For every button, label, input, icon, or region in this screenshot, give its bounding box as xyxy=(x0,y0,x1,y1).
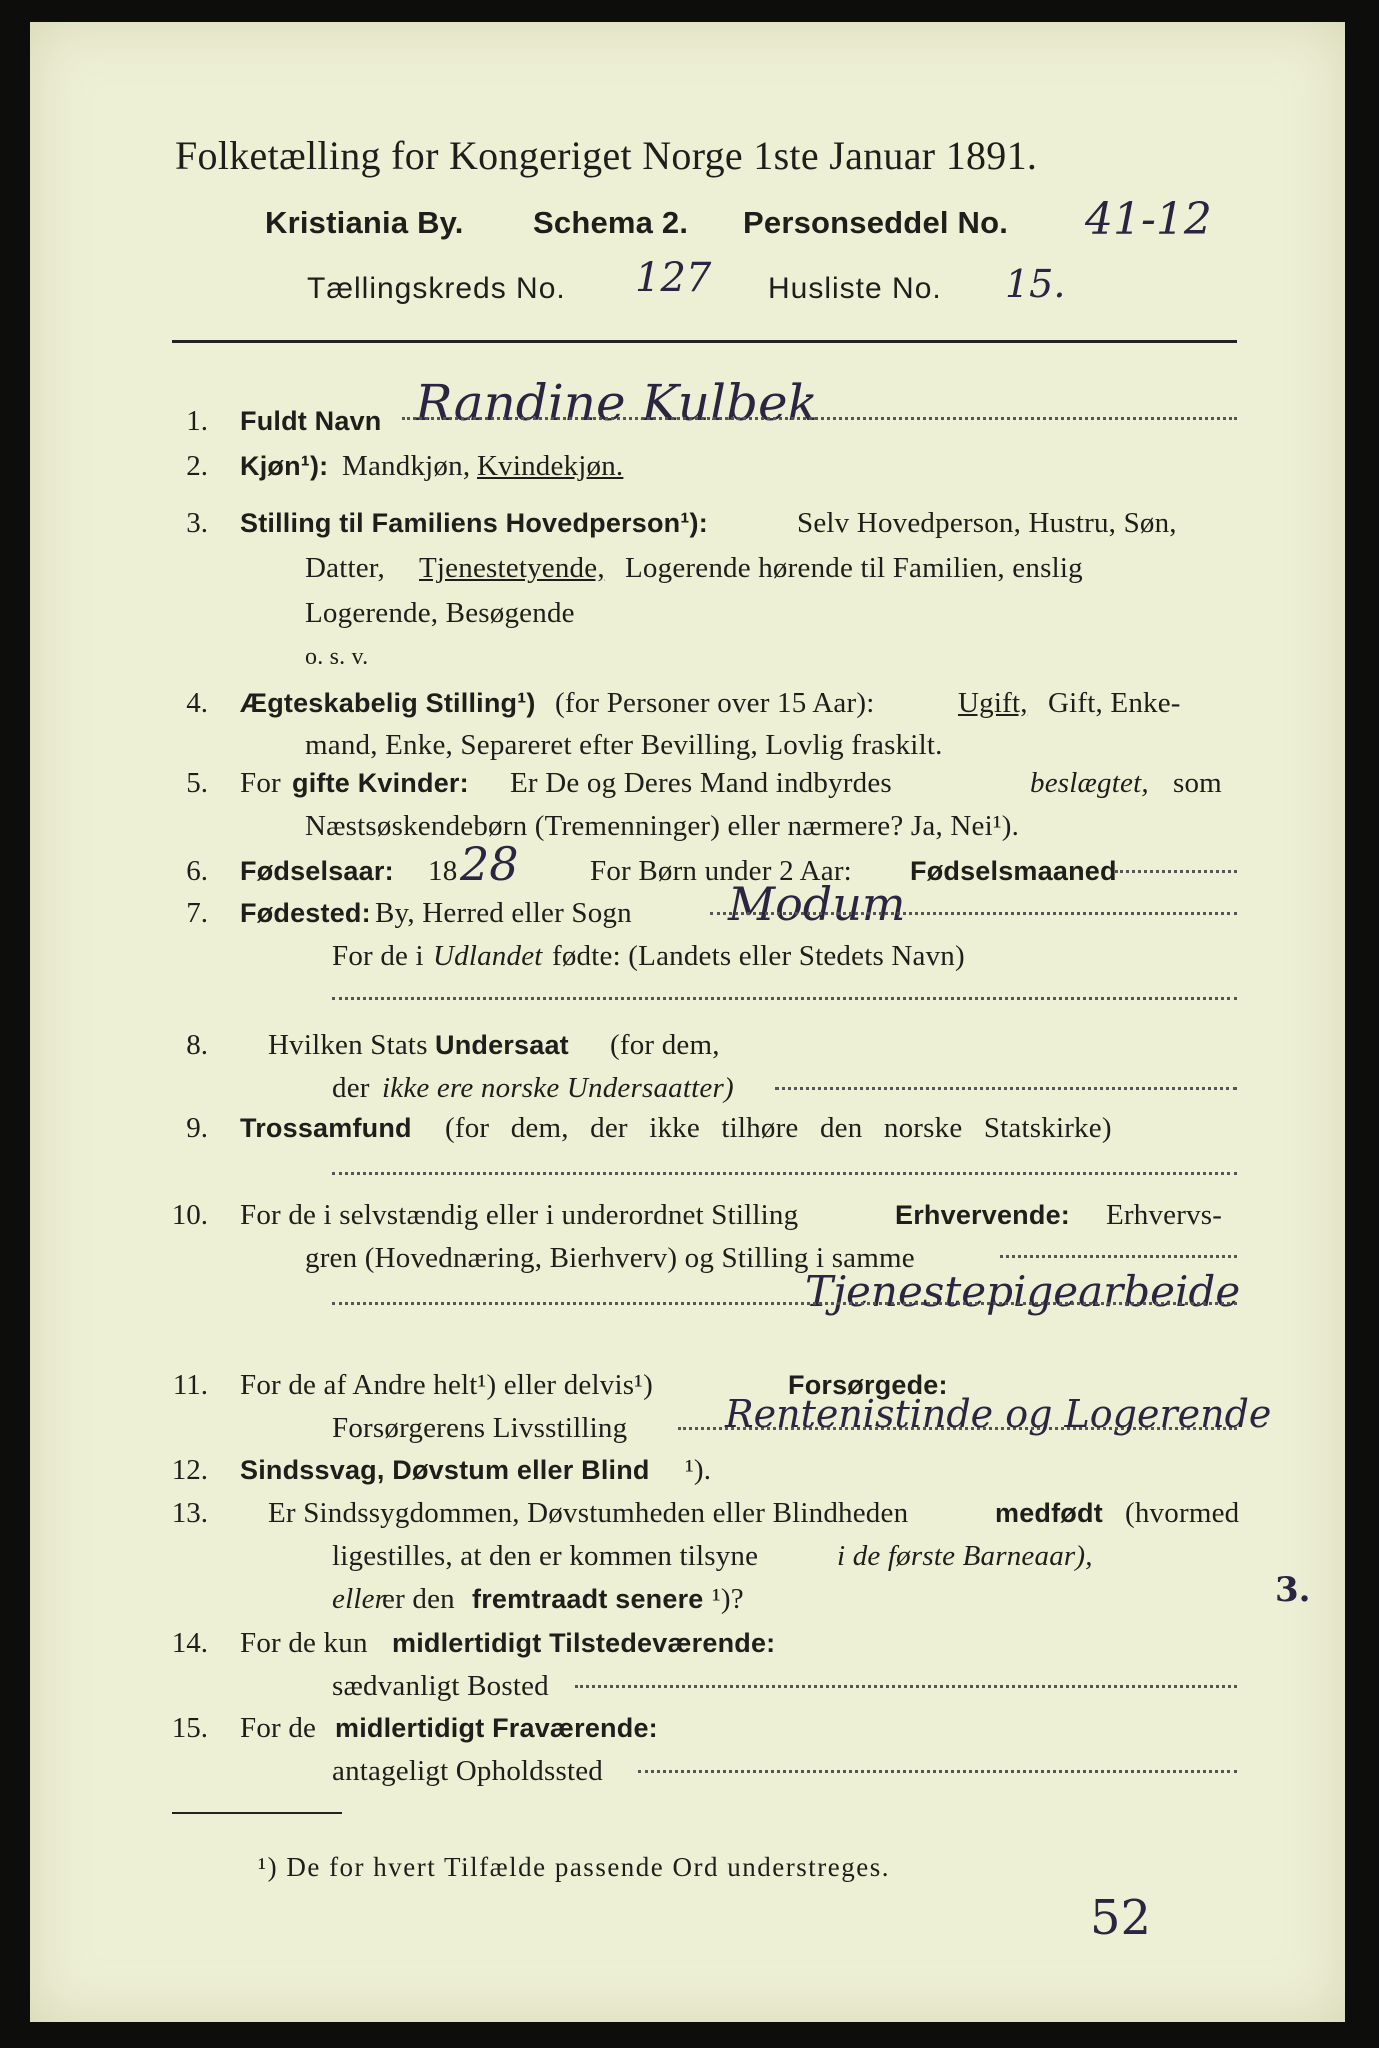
item-text: For de i xyxy=(332,940,424,972)
item-number: 6. xyxy=(186,855,208,887)
item-text: gren (Hovednæring, Bierhverv) og Stilling i samme xyxy=(305,1242,915,1274)
option-text: Datter, xyxy=(305,552,385,584)
item-number: 7. xyxy=(186,897,208,929)
item-text: ¹)? xyxy=(712,1583,744,1615)
item-label: medfødt xyxy=(995,1498,1103,1528)
item-text: (for dem, der ikke tilhøre den norske Statskirke) xyxy=(445,1112,1112,1144)
item-label: fremtraadt senere xyxy=(472,1584,704,1614)
footnote: ¹) De for hvert Tilfælde passende Ord understreges. xyxy=(258,1852,890,1882)
item-number: 2. xyxy=(186,450,208,482)
footnote-rule xyxy=(172,1812,342,1814)
item-number: 3. xyxy=(186,507,208,539)
item-text-italic: Udlandet xyxy=(433,940,543,972)
item-number: 10. xyxy=(171,1199,208,1231)
item-number: 9. xyxy=(186,1112,208,1144)
option-text: Mandkjøn, xyxy=(342,450,471,482)
year-prefix: 18 xyxy=(428,855,458,887)
answer-line xyxy=(332,997,1237,1000)
option-text: Selv Hovedperson, Hustru, Søn, xyxy=(797,507,1177,539)
item-text: For Børn under 2 Aar: xyxy=(590,855,852,887)
item-number: 5. xyxy=(186,767,208,799)
item-text: Er De og Deres Mand indbyrdes xyxy=(510,767,892,799)
item-label: Undersaat xyxy=(435,1030,569,1060)
item-text: For de xyxy=(240,1712,317,1744)
occupation-answer: Tjenestepigearbeide xyxy=(805,1267,1241,1316)
census-form-page xyxy=(30,22,1345,2022)
item-number: 13. xyxy=(171,1497,208,1529)
kreds-label: Tællingskreds No. xyxy=(307,272,566,305)
supporter-answer: Rentenistinde og Logerende xyxy=(725,1392,1272,1436)
item-text: antageligt Opholdssted xyxy=(332,1755,603,1787)
answer-line xyxy=(638,1770,1237,1773)
answer-line xyxy=(1115,870,1237,873)
personseddel-label: Personseddel No. xyxy=(743,205,1009,240)
option-text: Logerende, Besøgende xyxy=(305,597,575,629)
item-number: 14. xyxy=(171,1627,208,1659)
item-text: For de kun xyxy=(240,1627,368,1659)
item-label: Fødselsaar: xyxy=(240,856,394,886)
item-text: Forsørgerens Livsstilling xyxy=(332,1412,628,1444)
option-text: mand, Enke, Separeret efter Bevilling, Lovlig fraskilt. xyxy=(305,729,943,761)
option-text: (for Personer over 15 Aar): xyxy=(555,687,875,719)
item-text: der xyxy=(332,1072,370,1104)
birth-year-answer: 28 xyxy=(460,837,519,891)
item-text-italic: beslægtet, xyxy=(1030,767,1149,799)
item-number: 15. xyxy=(171,1712,208,1744)
item-text: For de i selvstændig eller i underordnet Stilling xyxy=(240,1199,799,1231)
item-number: 1. xyxy=(186,405,208,437)
answer-line xyxy=(710,912,1237,915)
answer-line xyxy=(775,1087,1237,1090)
form-title: Folketælling for Kongeriget Norge 1ste Januar 1891. xyxy=(175,133,1038,178)
item-text-italic: eller xyxy=(332,1583,387,1615)
item-text: Hvilken Stats xyxy=(268,1029,428,1061)
birthplace-answer: Modum xyxy=(728,877,906,931)
option-text: Gift, Enke- xyxy=(1048,687,1181,719)
kreds-number: 127 xyxy=(635,255,712,301)
item-text: sædvanligt Bosted xyxy=(332,1670,549,1702)
item-label: Ægteskabelig Stilling¹) xyxy=(240,688,536,718)
item-number: 12. xyxy=(171,1454,208,1486)
option-text-selected: Ugift, xyxy=(958,687,1028,719)
item-label: gifte Kvinder: xyxy=(292,768,469,798)
margin-mark: 3. xyxy=(1275,1570,1311,1610)
personseddel-number: 41-12 xyxy=(1085,194,1212,245)
item-label: Trossamfund xyxy=(240,1113,412,1143)
husliste-label: Husliste No. xyxy=(768,272,942,305)
item-label: midlertidigt Fraværende: xyxy=(335,1713,658,1743)
husliste-number: 15. xyxy=(1005,262,1066,306)
item-text: fødte: (Landets eller Stedets Navn) xyxy=(552,940,965,972)
item-number: 8. xyxy=(186,1029,208,1061)
header-rule xyxy=(172,340,1237,343)
item-text: Er Sindssygdommen, Døvstumheden eller Blindheden xyxy=(268,1497,909,1529)
answer-line xyxy=(402,417,1237,420)
item-text: Næstsøskendebørn (Tremenninger) eller nærmere? Ja, Nei¹). xyxy=(305,810,1020,842)
answer-line xyxy=(575,1685,1237,1688)
item-text: ¹). xyxy=(685,1454,712,1486)
item-text: (for dem, xyxy=(610,1029,720,1061)
answer-line xyxy=(1000,1255,1237,1258)
item-text-italic: i de første Barneaar), xyxy=(837,1540,1093,1572)
item-label: Fødselsmaaned xyxy=(910,856,1117,886)
option-text: Logerende hørende til Familien, enslig xyxy=(625,552,1083,584)
item-text: Erhvervs- xyxy=(1106,1199,1223,1231)
item-text: som xyxy=(1173,767,1222,799)
item-text: er den xyxy=(382,1583,455,1615)
item-text: For xyxy=(240,767,281,799)
item-label: Stilling til Familiens Hovedperson¹): xyxy=(240,508,708,538)
item-label: Fødested: xyxy=(240,898,371,928)
item-label: Fuldt Navn xyxy=(240,406,382,436)
option-text-selected: Tjenestetyende, xyxy=(419,552,605,584)
answer-line xyxy=(332,1172,1237,1175)
item-label: Sindssvag, Døvstum eller Blind xyxy=(240,1455,650,1485)
item-text: ligestilles, at den er kommen tilsyne xyxy=(332,1540,759,1572)
item-text-italic: ikke ere norske Undersaatter) xyxy=(382,1072,734,1104)
answer-line xyxy=(332,1302,1237,1305)
item-text: (hvormed xyxy=(1125,1497,1240,1529)
item-number: 11. xyxy=(172,1369,208,1401)
schema-label: Schema 2. xyxy=(533,205,689,240)
item-label: Kjøn¹): xyxy=(240,451,329,481)
option-text-selected: Kvindekjøn. xyxy=(477,450,624,482)
option-text: o. s. v. xyxy=(305,644,369,670)
item-label: Erhvervende: xyxy=(895,1200,1070,1230)
city-label: Kristiania By. xyxy=(265,205,464,240)
page-number: 52 xyxy=(1090,1890,1152,1946)
item-label: Forsørgede: xyxy=(788,1370,948,1400)
item-label: midlertidigt Tilstedeværende: xyxy=(392,1628,776,1658)
full-name-answer: Randine Kulbek xyxy=(415,374,818,432)
item-text: By, Herred eller Sogn xyxy=(375,897,632,929)
item-text: For de af Andre helt¹) eller delvis¹) xyxy=(240,1369,653,1401)
item-number: 4. xyxy=(186,687,208,719)
